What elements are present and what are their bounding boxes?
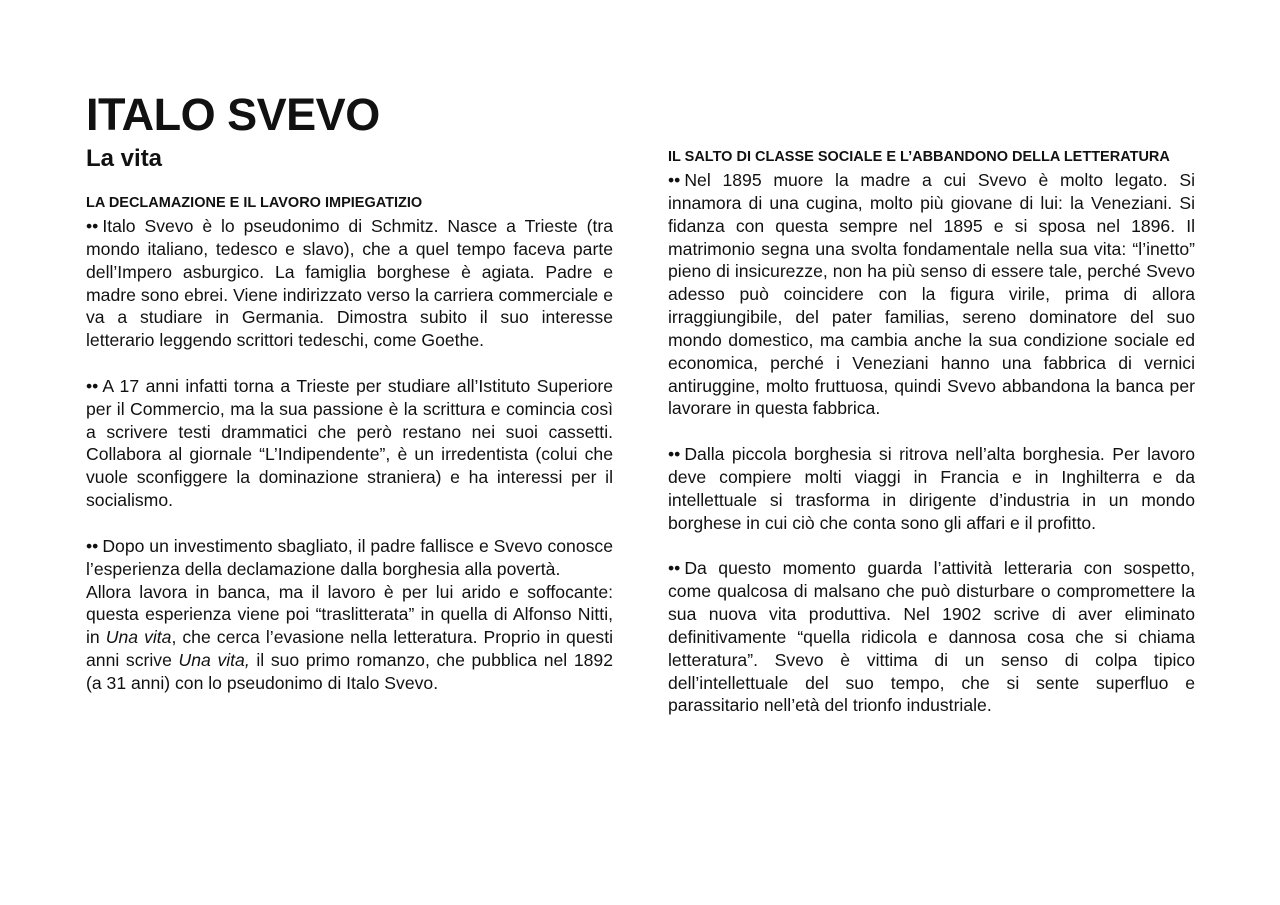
- paragraph-left-1: [86, 215, 613, 352]
- bullet-marker: ••: [668, 444, 681, 465]
- book-title: Una vita: [105, 627, 172, 648]
- bullet-marker: ••: [668, 558, 681, 579]
- left-column: [86, 194, 613, 695]
- paragraph-text: Allora lavora in banca, ma il lavoro è per lui arido e soffocante: questa esperienza viene poi “traslitterata” in quella di Alfonso Nitti, in: [86, 581, 613, 648]
- paragraph-text: Dopo un investimento sbagliato, il padre fallisce e Svevo conosce l’esperienza della declamazione dalla borghesia alla povertà.: [86, 535, 613, 579]
- right-column: [668, 148, 1195, 717]
- section-heading-salto-di-classe: IL SALTO DI CLASSE SOCIALE E L’ABBANDONO DELLA LETTERATURA: [668, 149, 1170, 165]
- paragraph-right-2: [668, 443, 1195, 534]
- paragraph-text: Italo Svevo è lo pseudonimo di Schmitz. Nasce a Trieste (tra mondo italiano, tedesco e slavo), che a quel tempo faceva parte dell’Impero asburgico. La famiglia borghese è agiata. Padre e madre sono ebrei. Viene indirizzato verso la carriera commerciale e va a studiare in Germania. Dimostra subito il suo interesse letterario leggendo scrittori tedeschi, come Goethe.: [86, 216, 613, 351]
- paragraph-text: A 17 anni infatti torna a Trieste per studiare all’Istituto Superiore per il Commercio, ma la sua passione è la scrittura e comincia così a scrivere testi drammatici che però restano nei suoi cassetti. Collabora al giornale “L’Indipendente”, è un irredentista (colui che vuole sconfiggere la dominazione straniera) e ha interessi per il socialismo.: [86, 375, 613, 511]
- bullet-marker: ••: [86, 216, 99, 236]
- paragraph-text: Da questo momento guarda l’attività letteraria con sospetto, come qualcosa di malsano che può disturbare o compromettere la sua nuova vita produttiva. Nel 1902 scrive di aver eliminato definitivamente “quella ridicola e dannosa cosa che si chiama letteratura”. Svevo è vittima di un senso di colpa tipico dell’intellettuale del suo tempo, che si sente superfluo e parassitario nell’età del trionfo industriale.: [668, 558, 1195, 716]
- page-title: ITALO SVEVO: [86, 89, 380, 140]
- paragraph-right-1: [668, 169, 1195, 420]
- paragraph-right-3: [668, 557, 1195, 717]
- paragraph-left-2: [86, 375, 613, 512]
- paragraph-text: Nel 1895 muore la madre a cui Svevo è molto legato. Si innamora di una cugina, molto più giovane di lui: la Veneziani. Si fidanza con questa sempre nel 1895 e si sposa nel 1896. Il matrimonio segna una svolta fondamentale nella sua vita: “l’inetto” pieno di insicurezze, non ha più senso di essere tale, perché Svevo adesso può coincidere con la figura virile, prima di allora irraggiungibile, del pater familias, sereno dominatore del suo mondo domestico, ma cambia anche la sua condizione sociale ed economica, perché i Veneziani hanno una fabbrica di vernici antiruggine, molto fruttuosa, quindi Svevo abbandona la banca per lavorare in questa fabbrica.: [668, 170, 1195, 419]
- section-heading-declamazione: LA DECLAMAZIONE E IL LAVORO IMPIEGATIZIO: [86, 195, 423, 211]
- paragraph-text: Dalla piccola borghesia si ritrova nell’alta borghesia. Per lavoro deve compiere molti viaggi in Francia e in Inghilterra e da intellettuale si trasforma in dirigente d’industria in un mondo borghese in cui ciò che conta sono gli affari e il profitto.: [668, 444, 1195, 533]
- paragraph-left-3: [86, 535, 613, 581]
- paragraph-left-4: [86, 581, 613, 695]
- book-title: Una vita,: [178, 650, 250, 671]
- bullet-marker: ••: [86, 375, 99, 396]
- paragraph-text: il suo primo romanzo, che pubblica nel 1892 (a 31 anni) con lo pseudonimo di Italo Svevo.: [86, 650, 613, 693]
- paragraph-text: , che cerca l’evasione nella letteratura. Proprio in questi anni scrive: [86, 627, 613, 671]
- page-subtitle: La vita: [86, 145, 163, 172]
- bullet-marker: ••: [86, 535, 99, 556]
- bullet-marker: ••: [668, 170, 681, 190]
